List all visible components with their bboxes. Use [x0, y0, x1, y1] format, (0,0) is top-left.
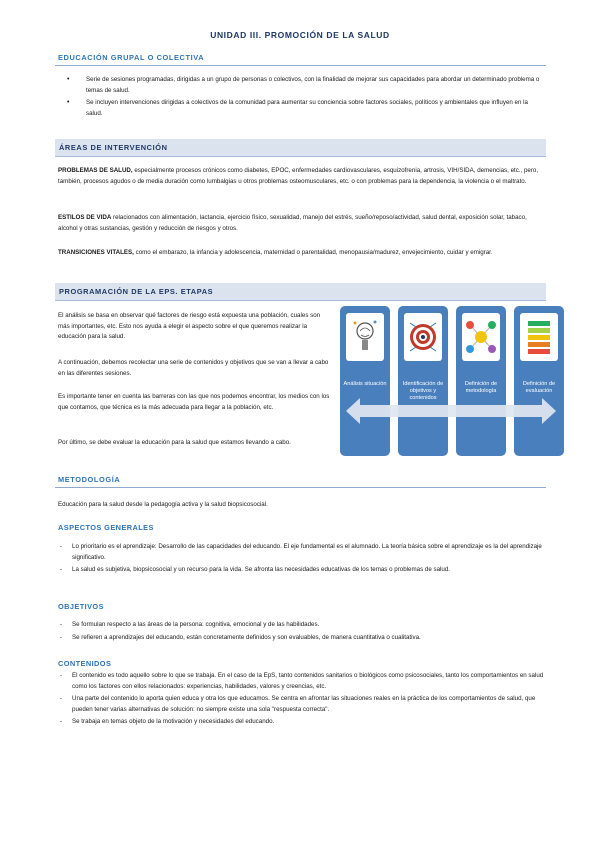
metodologia-intro: Educación para la salud desde la pedagogía activa y la salud biopsicosocial. [58, 501, 268, 508]
rating-bars-icon [520, 313, 558, 361]
stage-card-objetivos [398, 306, 448, 456]
programacion-paragraph-1: El análisis se basa en observar qué factores de riesgo está expuesta una población, cuales son más importantes, etc. Esto nos ayuda a elegir el aspecto sobre el que queremos realizar la educación para la salud. [58, 312, 321, 341]
programacion-paragraph-2: A continuación, debemos recolectar una serie de contenidos y objetivos que se van a llevar a cabo en las diferentes sesiones. [58, 359, 329, 377]
brain-icon [346, 313, 384, 361]
page-title: UNIDAD III. PROMOCIÓN DE LA SALUD [210, 30, 390, 40]
subheading-aspectos-generales: ASPECTOS GENERALES [58, 523, 154, 532]
stage-card-evaluacion [514, 306, 564, 456]
programacion-paragraph-4: Por último, se debe evaluar la educación para la salud que estamos llevando a cabo. [58, 439, 291, 446]
area-transiciones-vitales: TRANSICIONES VITALES, como el embarazo, la infancia y adolescencia, maternidad o parentalidad, menopausia/madurez, envejecimiento, cuidar y emigrar. [58, 249, 493, 256]
list-item: - La salud es subjetiva, biopsicosocial y un recurso para la vida. Se afronta las necesidades educativas de los temas o problemas de salud. [60, 566, 450, 574]
target-icon [404, 313, 442, 361]
network-icon [462, 313, 500, 361]
list-item: - Se formulan respecto a las áreas de la persona: cognitiva, emocional y de las habilidades. [60, 621, 320, 628]
stage-card-analisis [340, 306, 390, 456]
list-item: - Se refieren a aprendizajes del educando, están concretamente definidos y son evaluables, de manera cuantitativa o cualitativa. [60, 633, 421, 641]
stage-card-metodologia [456, 306, 506, 456]
bullet-icon: • [67, 99, 70, 107]
list-item: • Serie de sesiones programadas, dirigidas a un grupo de personas o colectivos, con la finalidad de mejorar sus capacidades para abordar un determinado problema o temas de salud. [67, 76, 540, 94]
subheading-contenidos: CONTENIDOS [58, 659, 112, 668]
stages-diagram [340, 306, 556, 456]
section-heading-programacion: PROGRAMACIÓN DE LA EPS. ETAPAS [55, 283, 546, 301]
programacion-paragraph-3: Es importante tener en cuenta las barreras con las que nos podemos encontrar, los medios con los que contamos, que técnica es la más adecuada para llegar a la población, etc. [58, 393, 330, 411]
stage-label: Definición de evaluación [522, 381, 556, 394]
subheading-objetivos: OBJETIVOS [58, 602, 104, 611]
list-item: - Una parte del contenido lo aporta quien educa y otra los que educamos. Se centra en afrontar las situaciones reales en la práctica de los comportamientos de salud, que pueden tener varias alternativas de solución: no siempre existe una sola "respuesta correcta". [60, 695, 536, 713]
objetivos-list [60, 620, 544, 645]
list-item: - El contenido es todo aquello sobre lo que se trabaja. En el caso de la EpS, tanto contenidos sanitarios o biológicos como psicosociales, tanto los comportamientos en salud como los factores con ellos relacionados: experiencias, habilidades, valores y creencias, etc. [60, 672, 544, 690]
area-estilos-vida: ESTILOS DE VIDA relacionados con alimentación, lactancia, ejercicio físico, sexualidad, manejo del estrés, sueño/reposo/actividad, salud dental, exposición solar, tabaco, alcohol y otras sustancias, gestión y reducción de riesgos y otros. [58, 214, 527, 232]
stage-label: Identificación de objetivos y contenidos [402, 381, 444, 401]
section-heading-metodologia: METODOLOGÍA [55, 475, 546, 488]
educacion-grupal-list [64, 75, 542, 121]
contenidos-list [60, 671, 544, 730]
stage-label: Definición de metodología [464, 381, 498, 394]
list-item: - Lo prioritario es el aprendizaje: Desarrollo de las capacidades del educando. El eje fundamental es el alumnado. La teoría básica sobre el aprendizaje es la del aprendizaje significativo. [60, 543, 542, 561]
list-item: - Se trabaja en temas objeto de la motivación y necesidades del educando. [60, 718, 275, 726]
aspectos-list [60, 542, 544, 578]
stage-label: Análisis situación [343, 381, 387, 387]
section-heading-educacion-grupal: EDUCACIÓN GRUPAL O COLECTIVA [55, 53, 546, 66]
section-heading-areas: ÁREAS DE INTERVENCIÓN [55, 139, 546, 157]
list-item: • Se incluyen intervenciones dirigidas a colectivos de la comunidad para aumentar su conciencia sobre factores sociales, políticos y ambientales que influyen en la salud. [67, 99, 528, 117]
double-arrow-icon [346, 396, 556, 426]
area-problemas-salud: PROBLEMAS DE SALUD, especialmente procesos crónicos como diabetes, EPOC, enfermedades cardiovasculares, esquizofrenia, artrosis, VIH/SIDA, demencias, etc., pero, también, procesos agudos o de media duración como lumbalgias u otros problemas osteomusculares, etc. o con problemas para la dependencia, la violencia o el maltrato. [58, 167, 539, 185]
bullet-icon: • [67, 76, 70, 83]
